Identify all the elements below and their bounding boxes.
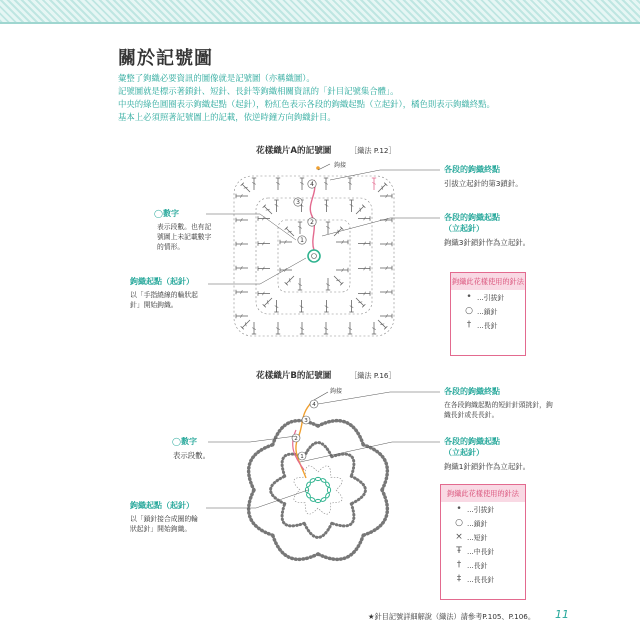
- row-number-text: 2: [310, 219, 314, 227]
- chart-b-num-title: ◯數字: [172, 437, 197, 446]
- middle-petal-stitches: [304, 443, 332, 457]
- chart-b-num-desc: 表示段數。: [173, 451, 210, 460]
- chart-a-end-title: 各段的鉤織終點: [444, 165, 500, 174]
- leader-number: [206, 214, 296, 240]
- chart-b-arrow-label: 鉤接: [330, 388, 343, 395]
- legend-label: …長針: [467, 562, 488, 570]
- middle-petal-stitches: [304, 523, 332, 537]
- chart-b-ref: ［織法 P.16］: [350, 371, 396, 380]
- chart-a-rise-desc: 鉤織3針鎖針作為立起針。: [444, 238, 531, 247]
- arrow-line: [314, 392, 328, 400]
- leader-number: [208, 436, 296, 442]
- legend-a-row: [451, 318, 525, 332]
- start-ring-chain: [325, 481, 330, 487]
- outer-petal-stitches: [249, 445, 273, 490]
- legend-label: …短針: [467, 534, 488, 542]
- outer-petal-stitches: [318, 535, 363, 559]
- chart-b-rise-sub: （立起針）: [444, 448, 484, 457]
- dc-stitch: [334, 228, 342, 236]
- middle-petal-stitches: [332, 454, 354, 476]
- dc-stitch: [242, 320, 250, 328]
- start-ring-chain: [305, 487, 308, 492]
- arrow-line: [318, 164, 330, 170]
- chart-b-title: 花樣織片B的記號圖: [256, 371, 332, 381]
- legend-a-head: 鉤織此花樣使用的針法: [451, 273, 525, 290]
- chart-a-num-desc: 表示段數。也有記號圖上未記載數字的情形。: [157, 223, 212, 251]
- legend-a-row: [451, 290, 525, 304]
- intro-line-4: 基本上必須照著記號圖上的記載，依逆時鐘方向鉤織針目。: [118, 112, 336, 122]
- inner-petal: [294, 477, 305, 490]
- single-crochet-icon: ×: [455, 532, 463, 542]
- legend-b-row: [441, 544, 525, 558]
- start-ring-chain: [327, 487, 330, 492]
- chart-a-title: 花樣織片A的記號圖: [256, 146, 332, 156]
- half-double-crochet-icon: Ŧ: [456, 546, 462, 556]
- middle-petal: [332, 504, 354, 526]
- chart-a-start-title: 鉤織起點（起針）: [130, 277, 194, 286]
- double-crochet-icon: †: [456, 560, 462, 570]
- row-number-text: 3: [304, 418, 308, 425]
- chain-stitch-icon: ○: [455, 518, 463, 528]
- treble-crochet-icon: ‡: [456, 574, 462, 584]
- legend-b-row: [441, 516, 525, 530]
- middle-petal: [332, 454, 354, 476]
- intro-line-1: 彙整了鉤織必要資訊的圖像就是記號圖（亦稱織圖）。: [118, 73, 315, 83]
- chain-stitch-icon: ○: [465, 306, 473, 316]
- row-number-text: 3: [296, 199, 300, 207]
- middle-petal-stitches: [351, 476, 365, 504]
- legend-a-row: [451, 304, 525, 318]
- legend-b-row: [441, 558, 525, 572]
- dc-stitch: [264, 206, 272, 214]
- chart-a-rise-title: 各段的鉤織起點: [444, 213, 500, 222]
- inner-petal: [294, 490, 305, 503]
- slip-stitch-icon: •: [466, 292, 472, 302]
- dc-stitch: [286, 228, 294, 236]
- middle-petal-stitches: [271, 476, 285, 504]
- legend-label: …長長針: [467, 576, 495, 584]
- leader-start: [208, 258, 306, 284]
- dc-stitch: [334, 276, 342, 284]
- chart-a-legend: [450, 272, 526, 356]
- chart-b-end-desc: 在各段鉤織起點的短針針頭挑針，鉤織長針或長長針。: [444, 401, 553, 419]
- footer-note: ★針目記號詳細解說（織法）請參考P.105、P.106。: [368, 612, 536, 621]
- dc-stitch: [286, 276, 294, 284]
- row-number-text: 1: [300, 237, 304, 245]
- start-ring: [308, 250, 320, 262]
- legend-label: …鎖針: [467, 520, 488, 528]
- chart-a-start-desc: 以「手指繞線的輪狀起針」開始鉤織。: [130, 291, 198, 309]
- row-number-text: 1: [300, 454, 304, 461]
- legend-label: …鎖針: [477, 308, 498, 316]
- intro-line-2: 記號圖就是標示著鎖針、短針、長針等鉤織相關資訊的「針目記號集合體」。: [118, 86, 399, 96]
- legend-b-row: [441, 502, 525, 516]
- start-ring-chain: [320, 497, 326, 502]
- inner-petal: [305, 503, 318, 514]
- legend-b-head: 鉤織此花樣使用的針法: [441, 485, 525, 502]
- chart-a-ref: ［織法 P.12］: [350, 146, 396, 155]
- leader-rise: [300, 442, 440, 462]
- dc-stitch: [378, 184, 386, 192]
- chart-b-end-title: 各段的鉤織終點: [444, 387, 500, 396]
- start-ring-chain: [315, 499, 320, 502]
- dc-stitch: [264, 298, 272, 306]
- chart-b-legend: [440, 484, 526, 600]
- start-ring-chain: [315, 477, 320, 480]
- outer-petal-stitches: [318, 421, 363, 445]
- page-number: 11: [555, 608, 569, 621]
- leader-start: [206, 490, 308, 508]
- legend-b-row: [441, 572, 525, 586]
- chart-a-num-title: ◯數字: [154, 209, 179, 218]
- square-outer-chain: [234, 176, 394, 336]
- dc-stitch: [242, 184, 250, 192]
- rise-stitch-path: [310, 180, 315, 250]
- chart-b-rise-desc: 鉤織1針鎖針作為立起針。: [444, 462, 531, 471]
- legend-label: …長針: [477, 322, 498, 330]
- leader-rise: [322, 218, 440, 236]
- inner-petal: [318, 466, 331, 477]
- inner-petal: [331, 477, 342, 490]
- slip-stitch-icon: •: [456, 504, 462, 514]
- legend-b-row: [441, 530, 525, 544]
- intro-line-3: 中央的綠色圓圈表示鉤織起點（起針），粉紅色表示各段的鉤織起點（立起針），橘色則表示鉤織終點。: [118, 99, 495, 109]
- outer-petal-stitches: [363, 445, 387, 490]
- outer-petal-stitches: [363, 490, 387, 535]
- legend-label: …中長針: [467, 548, 495, 556]
- double-crochet-icon: †: [466, 320, 472, 330]
- row-number-text: 4: [310, 181, 314, 189]
- square-mid-chain: [256, 198, 372, 314]
- start-ring-chain: [309, 478, 315, 483]
- outer-petal-stitches: [273, 535, 318, 559]
- page-title: 關於記號圖: [118, 48, 213, 69]
- chart-a-arrow-label: 鉤接: [334, 162, 347, 169]
- chart-b-start-desc: 以「鎖針接合成圈的輪狀起針」開始鉤織。: [130, 515, 198, 533]
- legend-label: …引拔針: [467, 506, 495, 514]
- start-ring-chain: [306, 492, 311, 498]
- legend-label: …引拔針: [477, 294, 505, 302]
- middle-petal-stitches: [282, 504, 304, 526]
- inner-petal: [305, 466, 318, 477]
- row-number-text: 2: [294, 436, 298, 443]
- outer-petal-stitches: [249, 490, 273, 535]
- chart-a-rise-sub: （立起針）: [444, 224, 484, 233]
- inner-petal: [331, 490, 342, 503]
- dc-stitch: [356, 206, 364, 214]
- middle-petal: [282, 504, 304, 526]
- chart-b-rise-title: 各段的鉤織起點: [444, 437, 500, 446]
- inner-petal: [318, 503, 331, 514]
- chart-b-start-title: 鉤織起點（起針）: [130, 501, 194, 510]
- row-number-text: 4: [312, 402, 316, 409]
- start-ring-inner: [312, 254, 317, 259]
- dc-stitch: [378, 320, 386, 328]
- middle-petal-stitches: [332, 504, 354, 526]
- leader-end: [330, 170, 440, 180]
- chart-a-end-desc: 引拔立起針的第3鎖針。: [444, 179, 523, 188]
- dc-stitch: [356, 298, 364, 306]
